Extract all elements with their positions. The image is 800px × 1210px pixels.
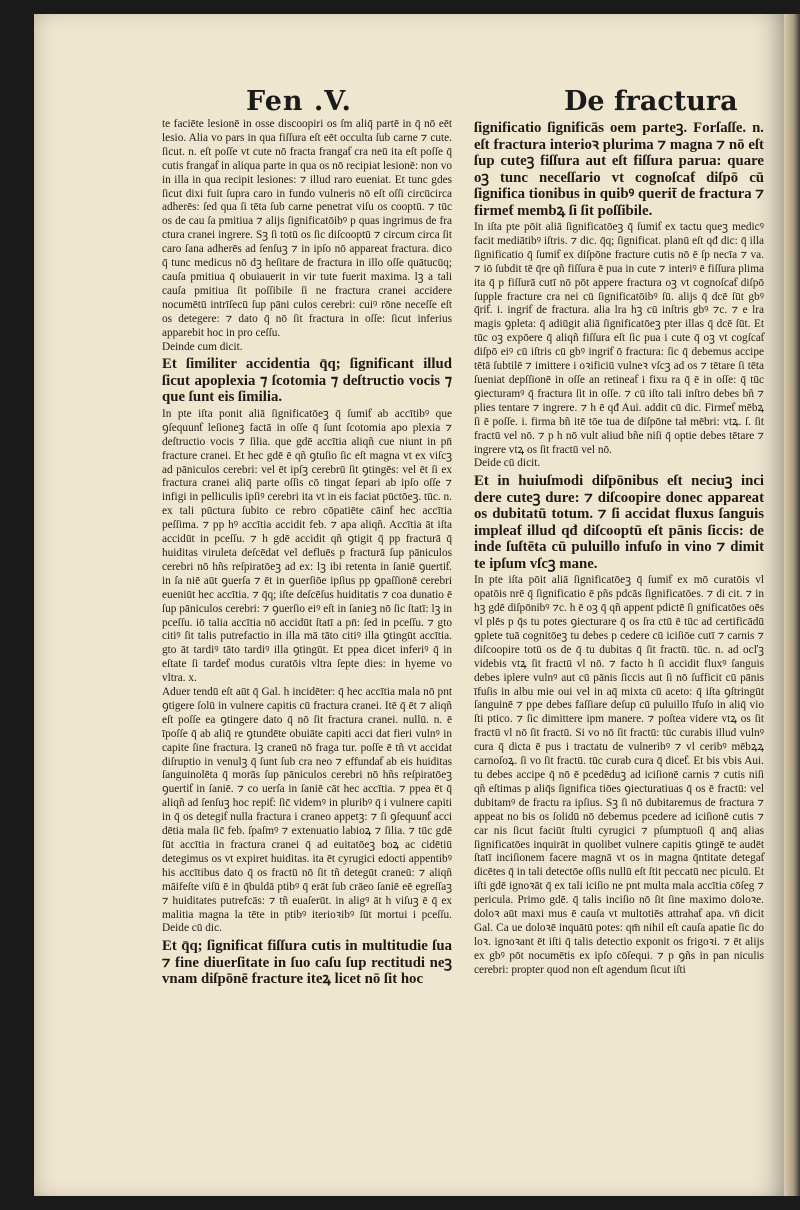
commentary-paragraph: In iſta pte pōit aliā ſignificatōeꝫ q̄ ſumiƭ ex tactu queꝫ medicꝰ facit mediātibꝰ iſtris. ⁊ dic. q̄q; ſignificat. planū eſt qđ dic: q̄ illa ſignificatio q̄ ſumiƭ ex diſpōne fracture cutis nō ē ſp necīa ⁊ va. ⁊ iō ſubdit tē q̄re qñ fiſſura ē pua in cute ⁊ interiꝰ ē fiſſura plima ita q̄ p fiſſurā cutī nō pōt appere fractura oꝫ vt cognoſcaƭ diſpō ſupple fracture cra nei cū ſignificatōibꝰ ſū. alijs q̄ dcē ſūt gbꝰ q̄riƭ. i. ingriƭ de fractura. alia lra hꝫ cū inſtris gbꝰ ⁊c. ⁊ e lra magis ꝯpleta: q̄ adiūgit aliā ſignificatōeꝫ pter illas q̄ dcē ſūt. Et tūc oꝫ expōere q̄ aliqñ fiſſura eſt ſic pua i cute q̄ oꝫ vt cogſcaƭ diſpō eiꝰ cū iſtris cū gbꝰ ingriƭ ō fractura: ſic q̄ debemus accipe tētā ſubtilē ⁊ imittere i oꝛificiū vulneꝛ vſcꝫ ad os ⁊ tētare ſi tēta ſueniat depſſionē in oſſe an retineaƭ i fixu ra q̄ ē in oſſe: q̄ tūc ꝯiecturamꝰ q̄ fractura ſit in oſſe. ⁊ cū iſto tali inſtro debes bñ ⁊ plies tentare ⁊ ingrere. ⁊ h ē qđ Aui. addit cū dic. Firmeƭ mēbꝝ ſi ē poſſe. i. firma bñ itē tōe tua de diſpōne taƚ mēbri: vtꝝ. ſ. ſit fractū vel nō. ⁊ p h nō vult aliud bñe niſi q̄ optie debes tētare ⁊ ingrere vtꝝ os ſit fractū vel nō. (474, 221, 764, 456)
lemma-paragraph: Et ſimiliter accidentia q̄q; ſignificant illud ſicut apoplexia ⁊ ſcotomia ⁊ deſtructio vocis ⁊ que ſunt eis ſimilia. (162, 356, 452, 406)
commentary-paragraph: In pte iſta ponit aliā ſignificatōeꝫ q̄ ſumiƭ ab accītibꝰ que ꝯſequunƭ leſioneꝫ factā in oſſe q̄ ſunt ſcotomia apo plexia ⁊ deſtructio vocis ⁊ ſilia. que gdē accītia aliqñ cue niunt in pn̄ fracture cranei. Et hec gdē ē qñ ꝯtuſio ſic eſt magna vt ex viſcꝫ ad pāniculos cerebri: vel ēt ipſꝫ cerebrū ſit ꝯtingēs: vel ēt ſi ex fractura cranei aliq̄ parte oſſis cō tingat ſepari ab ipſo oſſe ⁊ infigi in pelliculis ipſiꝰ cerebri ita vt in eis faciat pūctōeꝫ. tūc. n. ex tali pūctura ſubito ce rebro cōpatiēte cāinƭ hec accītia peſſima. ⁊ pp hꝰ accītia accidit feb. ⁊ apa aliqñ. Accītia āt iſta accidūt in pceſſu. ⁊ h gdē accidit qñ ꝯtigit q̄ pp fracturā q̄ huiditas viruleta deſcēdat vel defluēs p fracturā ſup pāniculos cerebri nō hñs reſpiratōeꝫ ad ex: lꝫ ibi retenta in ſaniē ꝯuertiƭ. in ſa niē aūt ꝯuerſa ⁊ ēt in ꝯuerſiōe ipſius pp ꝯpaſſionē cerebri eueniūt hec accītia. ⁊ q̄q; iſte deſcēſus huiditatis ⁊ coa dunatio ē ſup pāniculos cerebri: ⁊ ꝯuerſio eiꝰ eſt in ſanieꝫ nō ſic ſtatī: lꝫ in pceſſu. iō talia accītia nō accidūt ſtatī a pn̄: ſed in pceſſu. ⁊ gto citiꝰ ſit talis putrefactio in illa mā tāto citiꝰ illa ꝯtingūt accītia. gto āt tardiꝰ tāto tardiꝰ illa ꝯtingūt. Et ppea dicet inferiꝰ q̄ in eſtate ſi tardeƭ modus curatōis vltra ſepte dies: in hyeme vo vltra. x. (162, 407, 452, 685)
lemma-paragraph: ſignificatio ſignificās oem parteꝫ. Forſaſſe. n. eſt fractura interioꝛ plurima ⁊ magna ⁊ nō eſt ſup cuteꝫ fiſſura aut eſt fiſſura parua: quare oꝫ tunc neceſſario vt cognoſcaƭ diſpō cū ſignifica tionibus in quibꝰ querit̄ de fractura ⁊ firmeƭ membꝝ ſi ſit poſſibile. (474, 120, 764, 219)
commentary-paragraph: Aduer tendū eſt aūt q̄ Gal. h incidēter: q̄ hec accītia mala nō pnt ꝯtigere ſolū in vulnere capitis cū fractura cranei. Itē q̄ ēt ⁊ aliqñ eſt poſſe ea ꝯtingere dato q̄ nō ſit fractura cranei. nullū. n. ē īpoſſe q̄ ab aliq̄ re ꝯtundēte obuiāte capiti acci dat fieri vulnꝰ in capite ſine fractura. lꝫ craneū nō fraga tur. poſſe ē tñ vt accidat diſruptio in venulꝫ q̄ ſunt ſub cra neo ⁊ effundaƭ ab eis huiditas ſanguinolēta q̄ morās ſup pāniculos cerebri nō hñs reſpiratōeꝫ ꝯuertiƭ in ſaniē. ⁊ co uerſa in ſaniē cāt hec accītia. ⁊ ppea ēt q̄ aliqñ ad ſenſuꝫ hoc repiƭ: ſic̄ videmꝰ in pluribꝰ q̄ i vulnere capiti in q̄ os detegiƭ nulla fractura i craneo appetꝫ: ⁊ ſi ꝯſequunƭ acci dētia mala ſic̄ feb. ſpaſmꝰ ⁊ extenuatio labioꝝ ⁊ ſilia. ⁊ tūc gdē ſūt accītia in fractura cranei q̄ ad euitatōeꝫ boꝝ ac cidētiū detegimus os vt expiret huiditas. ita ēt cyrugici edocti appentibꝰ his accītibus dato q̄ os fractū nō ſit tñ detegūt craneū: ⁊ aliqñ māifeſte viſū ē in q̄buldā ptibꝰ q̄ erāt ſub crāeo ſaniē eē egreſſaꝫ ⁊ huiditates putrefcās: ⁊ tñ euaſerūt. in aligꝰ āt h viſuꝫ ē q̄ ex malitia magna la tēte in ptibꝰ iterioꝛibꝰ ſūt mortui i pceſſu. Deide cū dic. (162, 686, 452, 935)
header-chapter-title: De fractura (564, 86, 738, 117)
running-header (34, 82, 786, 122)
left-text-column (162, 118, 452, 990)
lemma-paragraph: Et in huiuſmodi diſpōnibus eſt neciuꝫ inci dere cuteꝫ dure: ⁊ diſcoopire donec appareat os dubitatū totum. ⁊ ſi accidat fluxus ſanguis impleaƭ illud qđ diſcooptū eſt pānis ſiccis: de inde ſuſtēta cū puluillo infuſo in vino ⁊ dimit te ipſum vſcꝫ mane. (474, 473, 764, 572)
right-text-column (474, 118, 764, 978)
header-section-number: Fen .V. (246, 86, 352, 117)
commentary-paragraph: te faciēte lesionē in osse discoopiri os ſm aliq̄ partē in q̄ nō eēt lesio. Alia vo pars in qua fiſſura eſt eēt occulta ſub carne ⁊ cute. ſicut. n. eſt poſſe vt cute nō fracta frangaƭ cra neū ita eſt poſſe q̄ cutis frangaƭ in aliqua parte in qua os nō recipiat lesionē: non vo in illa in qua recipit lesiones: ⁊ illud raro eueniat. Et tunc gdes ſicut dixi fuit ſupra caro in fundo vulneris nō eſt oſſi circūcirca adherēs: ſed qua ſi tēta ſub carne penetrat viſu os cooptū. ⁊ tūc os de cau ſa pmitiua ⁊ alijs ſignificatōibꝰ p quas ingrimus de fra ctura cranei ingrere. Sꝫ ſi totū os ſic diſcooptū ⁊ circum circa ſit caro ſana adherēs ad ſenſuꝫ ⁊ in ipſo nō appareat fractura. dico q̄ tunc medicus nō dꝫ heſitare de fractura in illo oſſe quātucūq; cauſa pmitiua q̄ obuiauerit in vir tute fuerit maxima. lꝫ a tali cauſa pmitiua ſit poſſibile ſi ne fractura cranei accidere nocumētū intrīſecū ſup pāni culos cerebri: cuiꝰ rōne neceſſe eſt os detegere: ⁊ dato q̄ nō ſit fractura in oſſe: ſicut inferius apparebit hoc in pro ceſſu. (162, 118, 452, 339)
commentary-paragraph: In pte iſta pōit aliā ſignificatōeꝫ q̄ ſumiƭ ex mō curatōis vl opatōis nrē q̄ ſignificatio ē pñs pdcās ſignificatōes. ⁊ di cit. ⁊ in hꝫ gdē diſpōnibꝰ ⁊c. h ē oꝫ q̄ qñ appent pdictē ſi gnificatōes oēs vl plēs p q̄s tu potes ꝯiecturare q̄ os ſra ctū ē tūc ad certificādū ꝯplete tuā cognitōeꝫ tu debes p cedere cū iciſiōe cutī ⁊ carnis ⁊ diſcoopire totū os de q̄ tu dubitas q̄ ſit fractū. tūc. n. ad ocľꝫ videbis vtꝝ ſit fractū vl nō. ⁊ facto h ſi accidit fluxꝰ ſanguis debes iplere vulnꝰ aut cū pānis ſiccis aut ſi nō ſufficit cū pānis īfuſis in albu mie oui vel in aq̄ mixta cū aceto: q̄ iſta ꝯſtringūt ſanguinē ⁊ ppe debes faſſiare deſup cū puluillo īfuſo in aliq̄ vio ſti ptico. ⁊ ſic dimittere ipm manere. ⁊ poſtea videre vtꝝ os ſit fractū vl nō ſit fractū. Si vo nō ſit fractū: tūc curabis illud vulnꝰ cura q̄ dicta ē pus i tractatu de vulneribꝰ ⁊ vl ceribꝰ mēbꝝꝝ carnoſoꝝ. ſi vo ſit fractū. tūc curab cura q̄ diceƭ. Et bis vbis Aui. tu debes accipe q̄ nō ē pcedēduꝫ ad iciſionē carnis ⁊ cutis niſi qñ eſtimas p aliq̄s ſignifica tiōes ꝯiecturatiuas q̄ os ē fractū: vel dubitamꝰ de fractu ra ipſius. Sꝫ ſi nō dubitaremus de fractura ⁊ appeat no bis os ſolidū nō debemus pcedere ad iciſionē cutis ⁊ car nis ſicut faciūt ſtulti cyrugici ⁊ pſumptuoſi q̄ anq̄ alias ſignificatōes inquirāt in quolibet vulnere capitis ꝯtingē te audēt ſtatī inciſionem facere magnā vt os in magna q̄ntitate detegaƭ dicētes q̄ in tali detectōe oſſis nullū eſt ſtit peccatū nec piculū. Et iſti gdē ignoꝛāt q̄ ex tali iciſio ne pnt multa mala accītia cōſeg ⁊ pericula. Primo gdē. q̄ talis inciſio nō ſit ſine maximo doloꝛe. doloꝛ aūt maxi mus ē cauſa vt multotiēs attrahaƭ apa. vn̄ dicit Gal. Ca ue doloꝛē inquātū potes: qm̄ nihil eſt cauſa apatie ſic do loꝛ. ignoꝛant ēt iſti q̄ talis detectio exponit os frigoꝛi. ⁊ ēt alijs ex gbꝰ pōt nocumētis ex ipſo cōſequi. ⁊ p ꝯñs in pan niculis cerebri: propter quod non eſt agendum ſicut iſti (474, 574, 764, 976)
lemma-paragraph: Et q̄q; ſignificat fiſſura cutis in multitudie ſua ⁊ fine diuerſitate in ſuo caſu ſup rectitudi neꝫ vnam diſpōnē fracture iteꝝ licet nō ſit hoc (162, 938, 452, 988)
page-edge-shadow (784, 14, 800, 1196)
commentary-paragraph: Deide cū dicit. (474, 457, 541, 470)
book-page (34, 14, 786, 1196)
commentary-paragraph: Deinde cum dicit. (162, 340, 243, 353)
